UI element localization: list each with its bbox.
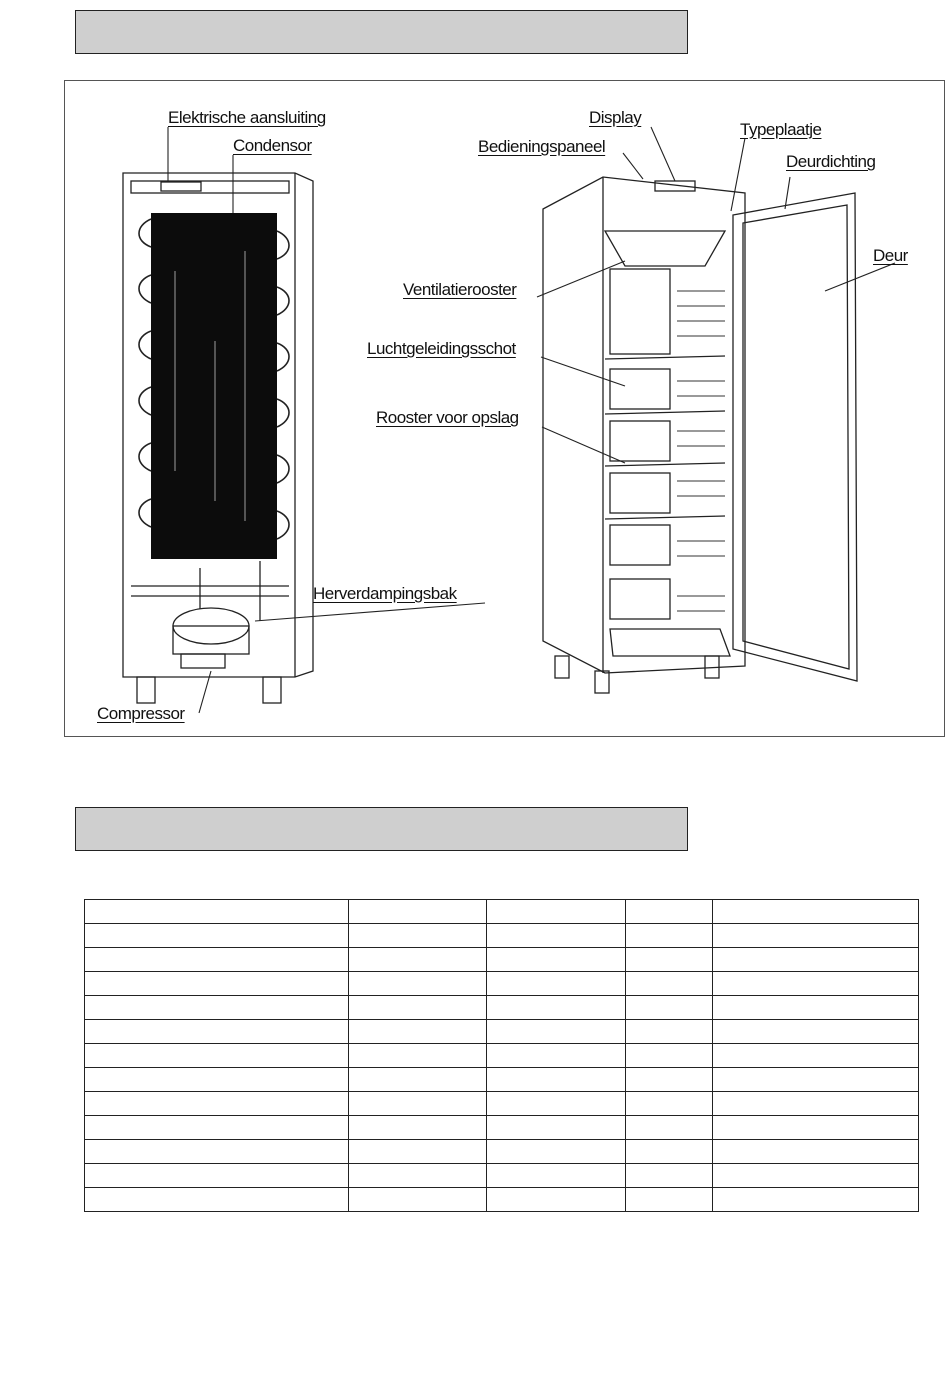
table-cell — [626, 924, 713, 948]
table-cell — [626, 996, 713, 1020]
table-cell — [713, 1188, 919, 1212]
front-cabinet-outline — [543, 177, 745, 673]
table-cell — [349, 1164, 487, 1188]
table-cell — [713, 924, 919, 948]
table-cell — [85, 1092, 349, 1116]
table-row — [85, 948, 919, 972]
table-cell — [349, 900, 487, 924]
table-cell — [349, 1188, 487, 1212]
table-row — [85, 1116, 919, 1140]
table-cell — [349, 1092, 487, 1116]
cabinet-foot — [555, 656, 569, 678]
section-header-bar-2 — [75, 807, 688, 851]
table-cell — [626, 1188, 713, 1212]
leader-lines — [168, 127, 895, 713]
table-cell — [85, 1044, 349, 1068]
table-cell — [487, 1188, 626, 1212]
door-outline — [733, 193, 857, 681]
table-cell — [487, 948, 626, 972]
table-cell — [713, 1092, 919, 1116]
label-typeplaatje: Typeplaatje — [740, 120, 822, 139]
table-cell — [626, 1020, 713, 1044]
table-row — [85, 900, 919, 924]
table-cell — [487, 972, 626, 996]
table-cell — [85, 1188, 349, 1212]
table-row — [85, 1068, 919, 1092]
table-cell — [487, 1044, 626, 1068]
table-cell — [626, 1044, 713, 1068]
table-cell — [487, 1068, 626, 1092]
table-cell — [349, 972, 487, 996]
table-cell — [626, 900, 713, 924]
table-cell — [626, 1116, 713, 1140]
appliance-diagram — [64, 80, 945, 737]
label-rooster-voor-opslag: Rooster voor opslag — [376, 408, 519, 427]
table-cell — [85, 1068, 349, 1092]
table-row — [85, 972, 919, 996]
table-cell — [713, 1164, 919, 1188]
table-cell — [713, 996, 919, 1020]
table-cell — [487, 924, 626, 948]
label-elektrische-aansluiting: Elektrische aansluiting — [168, 108, 326, 127]
table-cell — [487, 1140, 626, 1164]
table-row — [85, 924, 919, 948]
table-cell — [349, 948, 487, 972]
table-cell — [349, 996, 487, 1020]
table-cell — [626, 1164, 713, 1188]
table-cell — [85, 1164, 349, 1188]
table-cell — [487, 1020, 626, 1044]
label-deur: Deur — [873, 246, 908, 265]
section-header-bar-1 — [75, 10, 688, 54]
table-cell — [85, 1140, 349, 1164]
table-row — [85, 1164, 919, 1188]
cabinet-foot — [137, 677, 155, 703]
table-cell — [626, 972, 713, 996]
table-cell — [85, 948, 349, 972]
table-cell — [349, 924, 487, 948]
table-cell — [626, 1140, 713, 1164]
specification-table — [84, 899, 919, 1212]
table-cell — [713, 948, 919, 972]
table-cell — [713, 1068, 919, 1092]
table-cell — [626, 1092, 713, 1116]
table-cell — [349, 1044, 487, 1068]
table-cell — [349, 1020, 487, 1044]
table-cell — [487, 1116, 626, 1140]
table-cell — [487, 900, 626, 924]
table-cell — [85, 900, 349, 924]
table-cell — [349, 1116, 487, 1140]
table-cell — [487, 1092, 626, 1116]
table-cell — [713, 1020, 919, 1044]
table-cell — [713, 900, 919, 924]
table-cell — [349, 1140, 487, 1164]
table-row — [85, 996, 919, 1020]
label-luchtgeleidingsschot: Luchtgeleidingsschot — [367, 339, 516, 358]
table-row — [85, 1044, 919, 1068]
label-compressor: Compressor — [97, 704, 185, 723]
table-cell — [626, 1068, 713, 1092]
table-cell — [713, 1044, 919, 1068]
table-row — [85, 1092, 919, 1116]
cabinet-foot — [595, 671, 609, 693]
label-bedieningspaneel: Bedieningspaneel — [478, 137, 606, 156]
table-cell — [85, 1020, 349, 1044]
table-cell — [626, 948, 713, 972]
table-row — [85, 1020, 919, 1044]
table-row — [85, 1140, 919, 1164]
condenser-block — [151, 213, 277, 559]
table-cell — [713, 1116, 919, 1140]
table-cell — [713, 972, 919, 996]
display-panel — [655, 181, 695, 191]
table-cell — [713, 1140, 919, 1164]
label-ventilatierooster: Ventilatierooster — [403, 280, 517, 299]
table-cell — [487, 1164, 626, 1188]
label-deurdichting: Deurdichting — [786, 152, 876, 171]
table-cell — [85, 996, 349, 1020]
label-condensor: Condensor — [233, 136, 312, 155]
table-cell — [85, 1116, 349, 1140]
label-display: Display — [589, 108, 642, 127]
table-cell — [85, 972, 349, 996]
cabinet-foot — [263, 677, 281, 703]
table-cell — [487, 996, 626, 1020]
table-cell — [349, 1068, 487, 1092]
table-row — [85, 1188, 919, 1212]
table-cell — [85, 924, 349, 948]
label-herverdampingsbak: Herverdampingsbak — [313, 584, 457, 603]
